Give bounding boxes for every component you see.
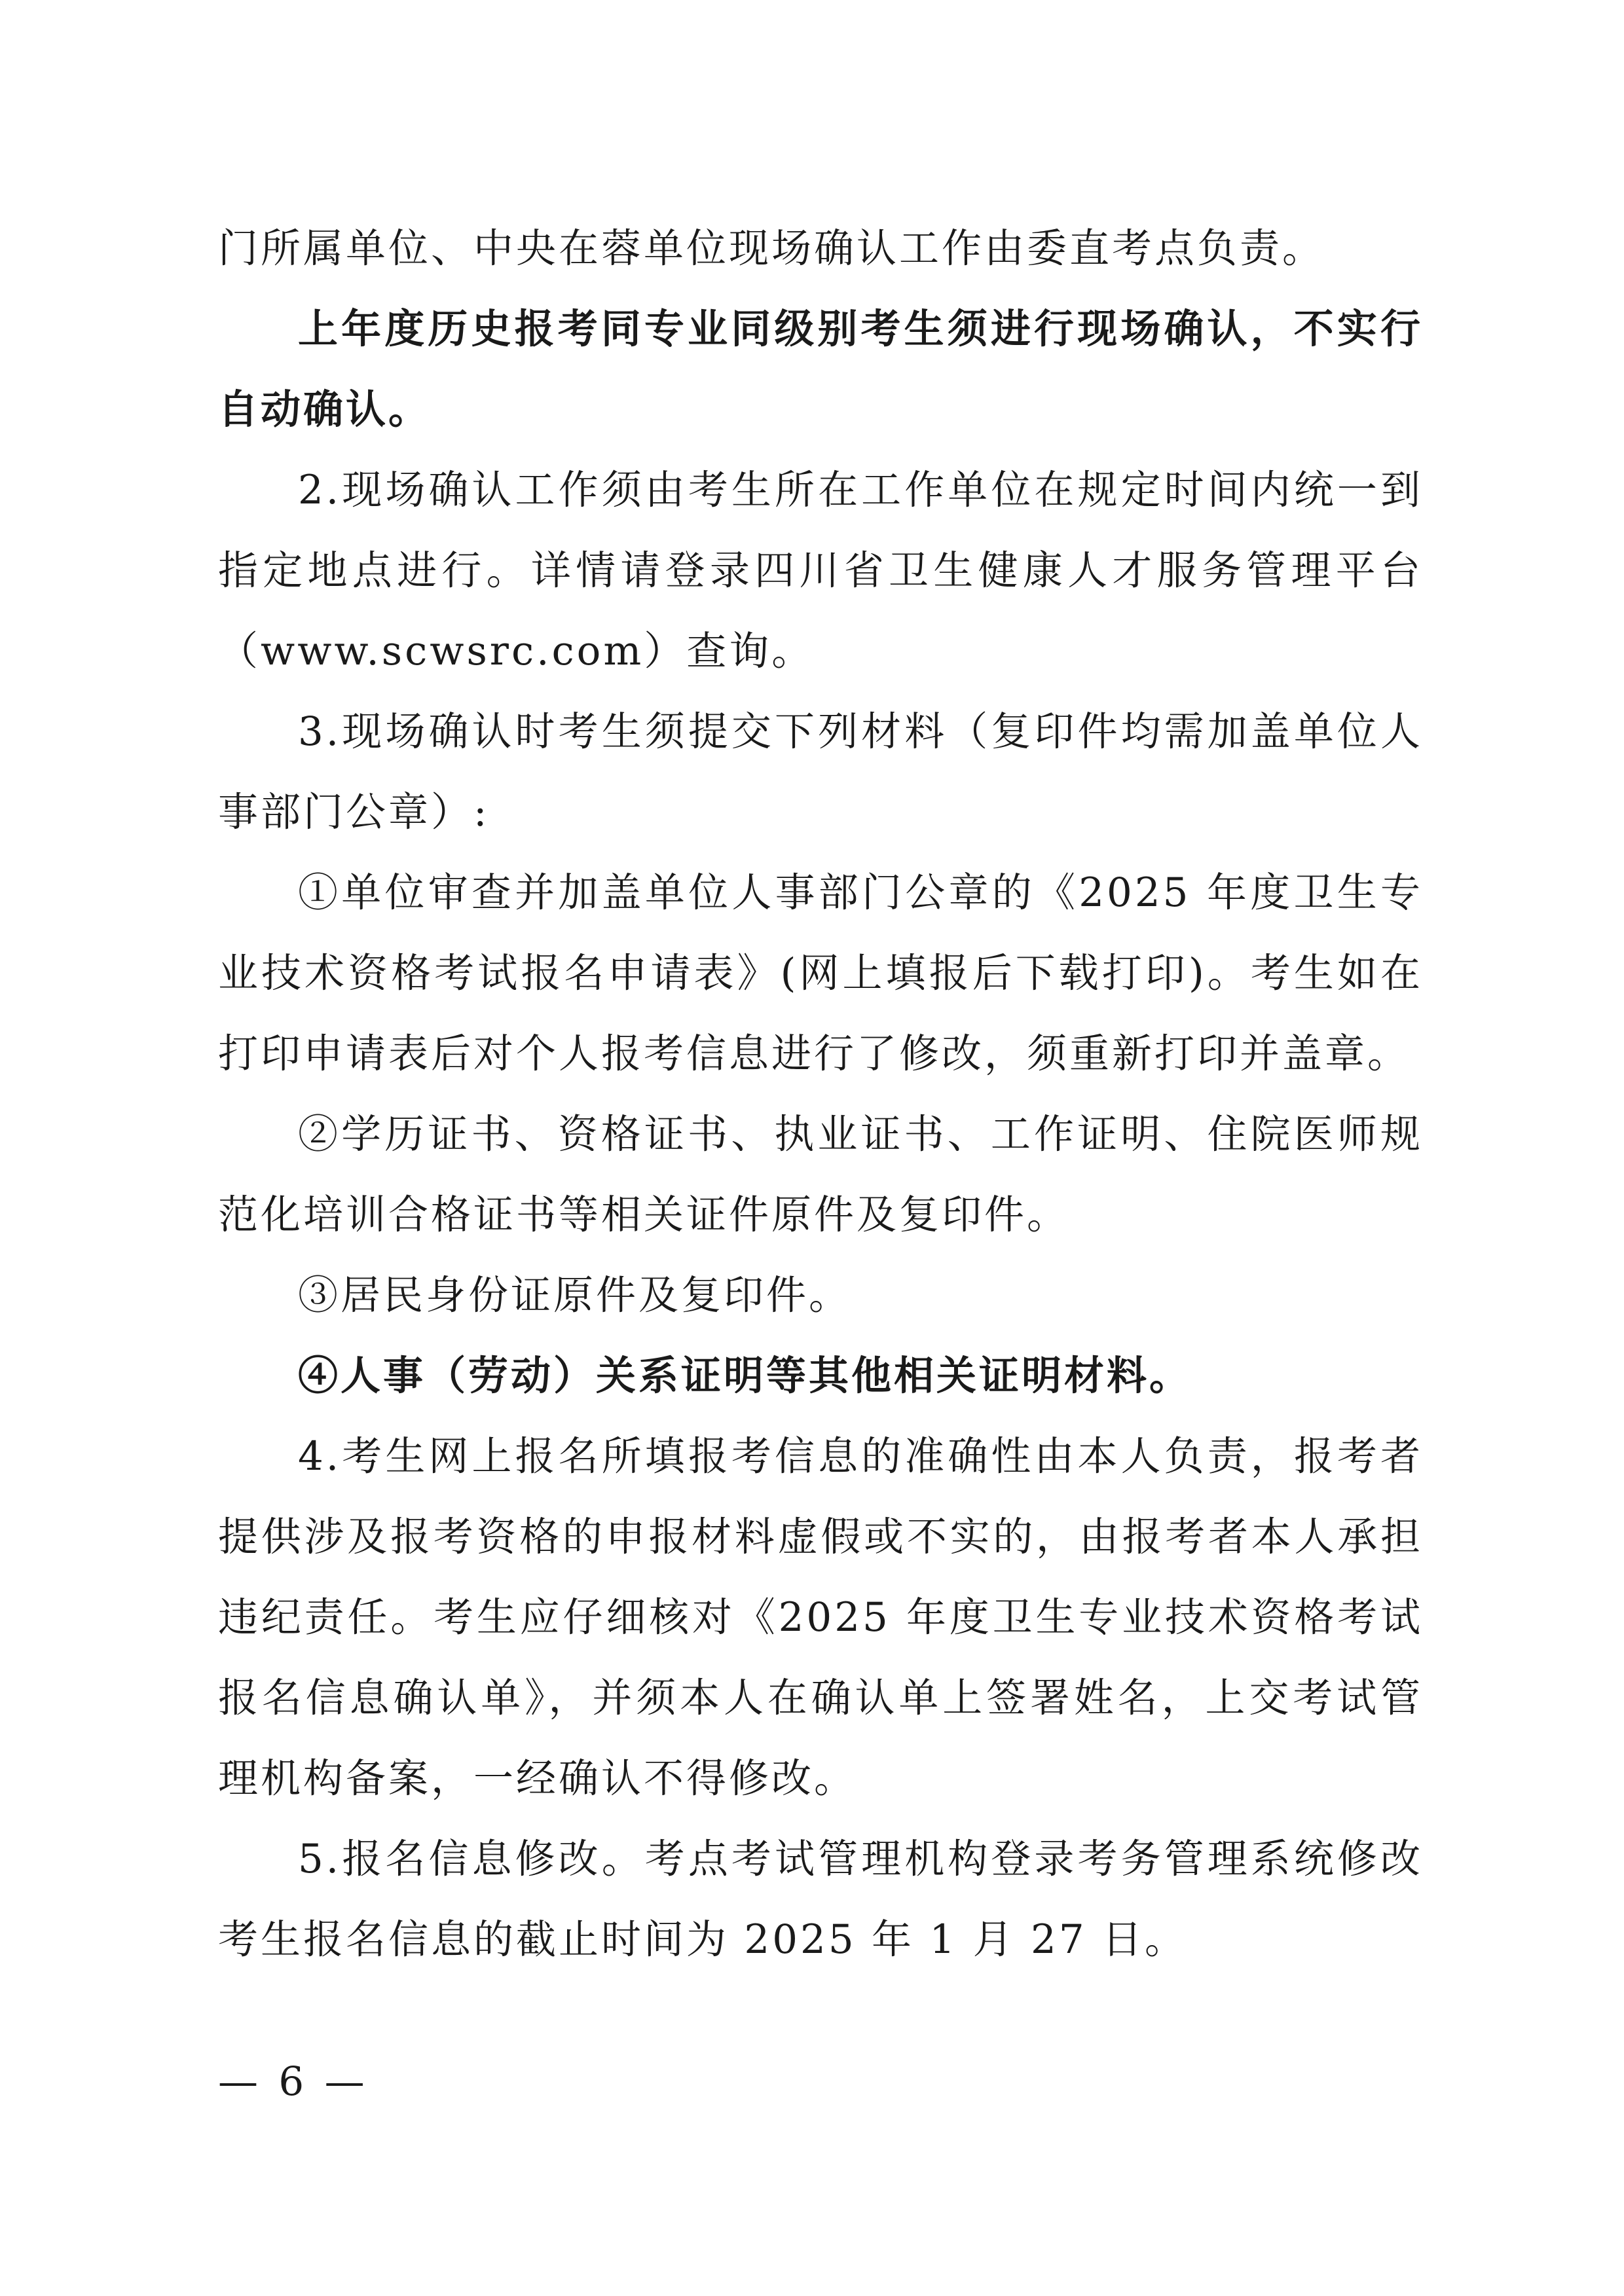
paragraph-subitem-1: ①单位审查并加盖单位人事部门公章的《2025 年度卫生专业技术资格考试报名申请表》(网上填报后下载打印)。考生如在打印申请表后对个人报考信息进行了修改，须重新打印并盖章。 — [218, 869, 1423, 1077]
paragraph-continuation: 门所属单位、中央在蓉单位现场确认工作由委直考点负责。 — [218, 225, 1325, 272]
page-number: — 6 — — [218, 2058, 369, 2105]
paragraph-subitem-4: ④人事（劳动）关系证明等其他相关证明材料。 — [298, 1353, 1192, 1399]
paragraph-item-2: 2.现场确认工作须由考生所在工作单位在规定时间内统一到指定地点进行。详情请登录四川省卫生健康人才服务管理平台（www.scwsrc.com）查询。 — [218, 467, 1423, 674]
paragraph-item-3: 3.现场确认时考生须提交下列材料（复印件均需加盖单位人事部门公章）: — [218, 708, 1423, 835]
paragraph-subitem-3: ③居民身份证原件及复印件。 — [298, 1272, 852, 1319]
paragraph-item-4: 4.考生网上报名所填报考信息的准确性由本人负责，报考者提供涉及报考资格的申报材料虚假或不实的，由报考者本人承担违纪责任。考生应仔细核对《2025 年度卫生专业技术资格考试报名信息确认单》，并须本人在确认单上签署姓名，上交考试管理机构备案，一经确认不得修改。 — [218, 1433, 1423, 1802]
paragraph-item-5: 5.报名信息修改。考点考试管理机构登录考务管理系统修改考生报名信息的截止时间为 2025 年 1 月 27 日。 — [218, 1836, 1423, 1963]
paragraph-bold-notice: 上年度历史报考同专业同级别考生须进行现场确认，不实行自动确认。 — [218, 306, 1423, 433]
document-body — [218, 208, 1423, 1980]
paragraph-subitem-2: ②学历证书、资格证书、执业证书、工作证明、住院医师规范化培训合格证书等相关证件原件及复印件。 — [218, 1111, 1423, 1238]
